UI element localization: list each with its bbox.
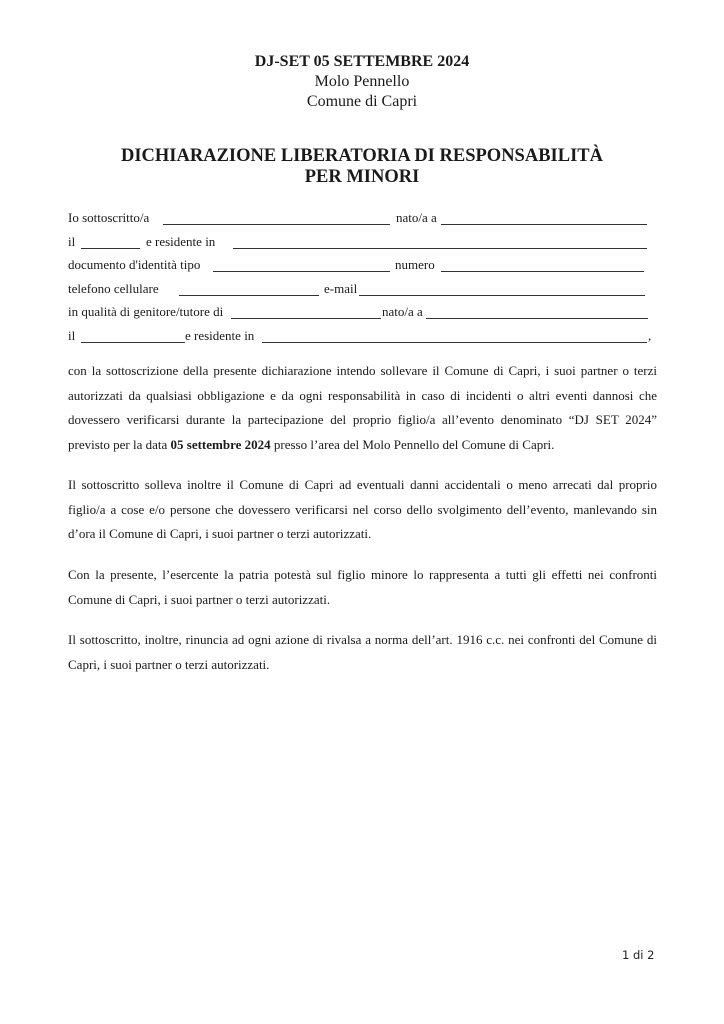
label-guardian-of: in qualità di genitore/tutore di xyxy=(68,304,224,319)
paragraph-damages: Il sottoscritto solleva inoltre il Comune di Capri ad eventuali danni accidentali o meno arrecati dal proprio figlio/a a cose e/o persone che dovessero verificarsi nel corso dello svolgimento dell’evento, manlevando sin d’ora il Comune di Capri, i suoi partner o terzi autorizzati. xyxy=(68,477,657,541)
event-location: Molo Pennello xyxy=(314,73,410,90)
id-type-field[interactable] xyxy=(213,271,390,272)
form-row-id-document xyxy=(68,257,658,281)
minor-birthplace-field[interactable] xyxy=(426,318,648,319)
minor-residence-field[interactable] xyxy=(262,342,647,343)
document-header xyxy=(0,52,724,112)
paragraph-waiver: Il sottoscritto, inoltre, rinuncia ad ogni azione di rivalsa a norma dell’art. 1916 c.c. nei confronti del Comune di Capri, i suoi partner o terzi autorizzati. xyxy=(68,632,657,672)
form-row-birthdate-residence xyxy=(68,234,658,258)
minor-birthdate-field[interactable] xyxy=(81,342,185,343)
label-minor-birthplace: nato/a a xyxy=(382,304,423,319)
label-id-number: numero xyxy=(395,257,435,272)
release-text-end: presso l’area del Molo Pennello del Comune di Capri. xyxy=(270,436,555,452)
signer-birthdate-field[interactable] xyxy=(81,248,140,249)
form-row-contacts xyxy=(68,281,658,305)
label-email: e-mail xyxy=(324,280,358,296)
personal-data-form xyxy=(68,210,658,351)
signer-residence-field[interactable] xyxy=(233,248,647,249)
label-signer-name: Io sottoscritto/a xyxy=(68,210,150,225)
document-title xyxy=(0,146,724,188)
event-municipality: Comune di Capri xyxy=(306,93,418,110)
label-phone: telefono cellulare xyxy=(68,280,159,296)
trailing-comma: , xyxy=(648,327,652,343)
label-id-type: documento d'identità tipo xyxy=(68,257,201,272)
id-number-field[interactable] xyxy=(441,271,644,272)
label-birthplace: nato/a a xyxy=(396,210,437,225)
label-birthdate: il xyxy=(68,233,76,249)
email-field[interactable] xyxy=(359,295,645,296)
signer-name-field[interactable] xyxy=(163,224,390,225)
minor-name-field[interactable] xyxy=(231,318,381,319)
label-minor-residence: e residente in xyxy=(185,327,255,343)
event-title: DJ-SET 05 SETTEMBRE 2024 xyxy=(254,53,470,70)
release-text-start: con la sottoscrizione della presente dichiarazione intendo sollevare il Comune di Capri, i suoi partner o terzi autorizzati da qualsiasi obbligazione e da ogni responsabilità in caso di incidenti o altri eventi dannosi che dovessero verificarsi durante la partecipazione del proprio figlio/a all’evento denominato “DJ SET 2024” previsto per la data xyxy=(68,363,657,452)
label-minor-birthdate: il xyxy=(68,327,76,343)
title-line-1: DICHIARAZIONE LIBERATORIA DI RESPONSABILITÀ xyxy=(121,146,603,166)
page-number: 1 di 2 xyxy=(622,948,655,962)
title-line-2: PER MINORI xyxy=(304,167,420,187)
paragraph-release xyxy=(68,359,657,457)
form-row-minor xyxy=(68,304,658,328)
signer-birthplace-field[interactable] xyxy=(441,224,647,225)
paragraph-parental-authority: Con la presente, l’esercente la patria potestà sul figlio minore lo rappresenta a tutti gli effetti nei confronti Comune di Capri, i suoi partner o terzi autorizzati. xyxy=(68,567,657,607)
event-date-bold: 05 settembre 2024 xyxy=(170,436,271,452)
form-row-minor-birthdate-residence xyxy=(68,328,658,352)
label-residence: e residente in xyxy=(146,233,216,249)
form-row-signer xyxy=(68,210,658,234)
phone-field[interactable] xyxy=(179,295,319,296)
